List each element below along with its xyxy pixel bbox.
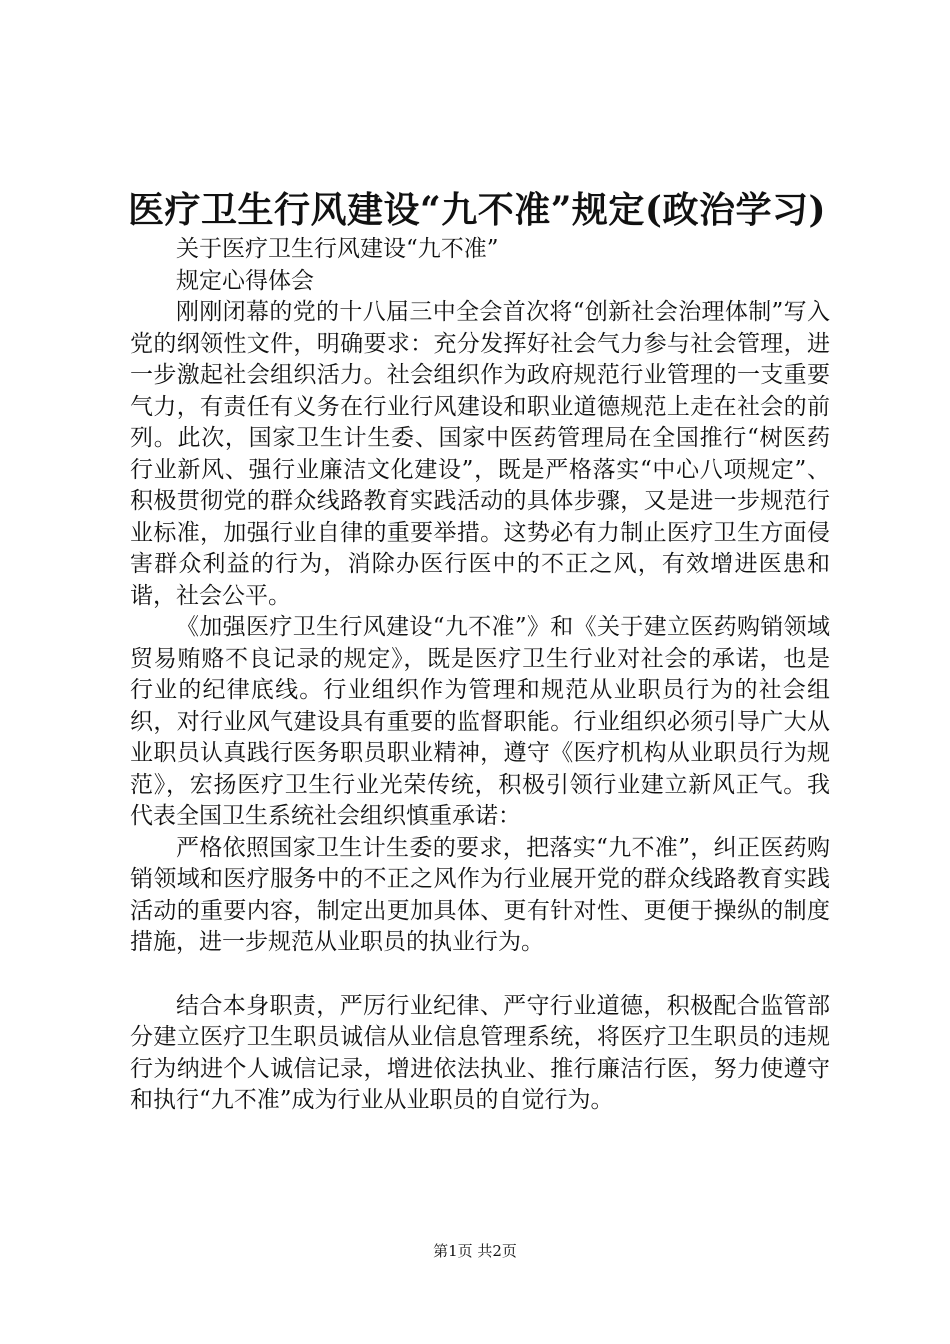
- paragraph-4: 结合本身职责，严厉行业纪律、严守行业道德，积极配合监管部分建立医疗卫生职员诚信从业信息管理系统，将医疗卫生职员的违规行为纳进个人诚信记录，增进依法执业、推行廉洁行医，努力使遵守和执行“九不准”成为行业从业职员的自觉行为。: [130, 992, 830, 1113]
- document-body: [130, 234, 830, 1117]
- subtitle-line-1: 关于医疗卫生行风建设“九不准”: [176, 236, 499, 262]
- paragraph-2: 《加强医疗卫生行风建设“九不准”》和《关于建立医药购销领域贸易贿赂不良记录的规定》，既是医疗卫生行业对社会的承诺，也是行业的纪律底线。行业组织作为管理和规范从业职员行为的社会组织，对行业风气建设具有重要的监督职能。行业组织必须引导广大从业职员认真践行医务职员职业精神，遵守《医疗机构从业职员行为规范》，宏扬医疗卫生行业光荣传统，积极引领行业建立新风正气。我代表全国卫生系统社会组织慎重承诺：: [130, 614, 830, 829]
- paragraph-1: 刚刚闭幕的党的十八届三中全会首次将“创新社会治理体制”写入党的纲领性文件，明确要求：充分发挥好社会气力参与社会管理，进一步激起社会组织活力。社会组织作为政府规范行业管理的一支重要气力，有责任有义务在行业行风建设和职业道德规范上走在社会的前列。此次，国家卫生计生委、国家中医药管理局在全国推行“树医药行业新风、强行业廉洁文化建设”，既是严格落实“中心八项规定”、积极贯彻党的群众线路教育实践活动的具体步骤，又是进一步规范行业标准，加强行业自律的重要举措。这势必有力制止医疗卫生方面侵害群众利益的行为，消除办医行医中的不正之风，有效增进医患和谐，社会公平。: [130, 299, 830, 609]
- subtitle-line-2: 规定心得体会: [176, 267, 314, 294]
- page-number-footer: 第1页 共2页: [433, 1242, 517, 1260]
- document-title: 医疗卫生行风建设“九不准”规定(政治学习): [128, 189, 826, 231]
- paragraph-3: 严格依照国家卫生计生委的要求，把落实“九不准”，纠正医药购销领域和医疗服务中的不正之风作为行业展开党的群众线路教育实践活动的重要内容，制定出更加具体、更有针对性、更便于操纵的制度措施，进一步规范从业职员的执业行为。: [130, 834, 830, 955]
